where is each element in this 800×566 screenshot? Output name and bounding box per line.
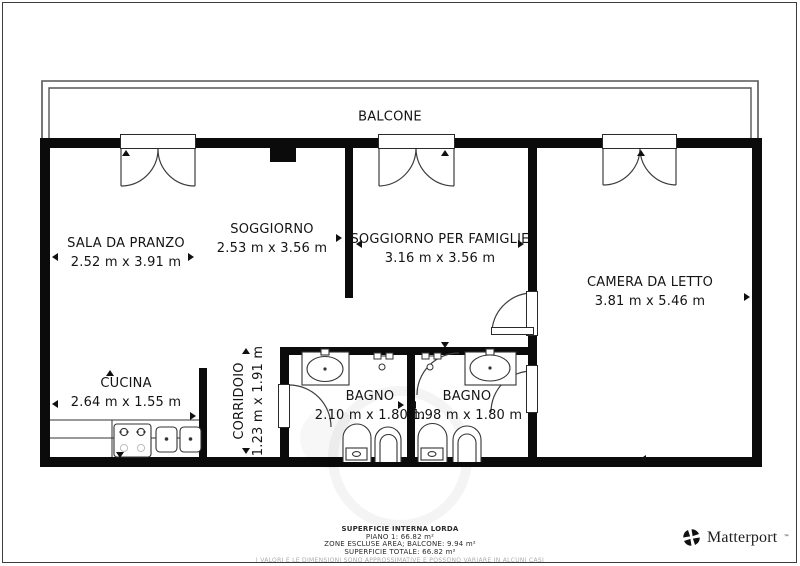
summary-line: PIANO 1: 66.82 m²	[365, 532, 435, 541]
opening-corridor-bagno1	[278, 384, 290, 428]
trademark-symbol: ™	[783, 534, 790, 541]
room-name: SOGGIORNO	[230, 222, 314, 237]
matterport-logo	[682, 528, 789, 547]
matterport-pinwheel-icon	[682, 528, 701, 547]
bagno1-toilet-icon	[343, 424, 371, 462]
dimension-arrow	[122, 150, 130, 156]
bagno1-sink-icon	[302, 349, 349, 385]
summary-line: ZONE ESCLUSE AREA; BALCONE: 9.94 m²	[324, 540, 476, 549]
room-label-camera-da-letto	[587, 273, 713, 311]
dimension-arrow	[190, 412, 196, 420]
dimension-arrow	[744, 293, 750, 301]
room-label-balcone	[358, 108, 422, 127]
room-name: BAGNO	[345, 389, 395, 404]
room-name: BALCONE	[358, 109, 422, 125]
room-name: CUCINA	[100, 376, 152, 391]
room-label-corridoio	[230, 346, 268, 456]
bagno2-shower-tap-icon	[422, 353, 441, 370]
room-name: SALA DA PRANZO	[67, 236, 185, 251]
room-label-cucina	[71, 374, 181, 412]
matterport-wordmark: Matterport	[707, 528, 778, 546]
summary-disclaimer: I VALORI E LE DIMENSIONI SONO APPROSSIMATIVE E POSSONO VARIARE IN ALCUNI CASI	[255, 557, 545, 565]
room-dimensions: 2.52 m x 3.91 m	[70, 255, 182, 270]
dimension-arrow	[336, 234, 342, 242]
area-summary	[0, 526, 800, 565]
dimension-arrow	[640, 455, 646, 463]
bagno2-sink-icon	[465, 349, 516, 385]
room-name: CORRIDOIO	[232, 362, 247, 440]
dimension-arrow	[188, 253, 194, 261]
bagno1-shower-tap-icon	[374, 353, 393, 370]
room-dimensions: 2.64 m x 1.55 m	[70, 395, 182, 410]
dimension-arrow	[116, 452, 124, 458]
room-name: BAGNO	[442, 389, 492, 404]
room-dimensions: 2.10 m x 1.80 m	[314, 408, 426, 423]
opening-camera-bagno2	[526, 365, 538, 413]
opening-balcony-soggiornofamiglie	[378, 134, 455, 149]
kitchen-sink-icon	[156, 427, 201, 452]
room-label-bagno-2	[412, 387, 522, 425]
room-label-soggiorno-per-famiglie	[350, 230, 529, 268]
room-label-sala-da-pranzo	[67, 234, 185, 272]
room-dimensions: 3.81 m x 5.46 m	[594, 294, 706, 309]
bagno2-toilet-icon	[418, 424, 447, 463]
dimension-arrow	[441, 342, 449, 348]
dimension-arrow	[52, 400, 58, 408]
room-label-bagno-1	[315, 387, 425, 425]
dimension-arrow	[52, 253, 58, 261]
room-dimensions: 1.23 m x 1.91 m	[251, 345, 266, 457]
door-leaf-soggiornofamiglie-camera	[491, 327, 534, 335]
dimension-arrow	[441, 150, 449, 156]
opening-balcony-camera	[602, 134, 677, 149]
summary-line: SUPERFICIE TOTALE: 66.82 m²	[344, 547, 456, 556]
room-dimensions: 1.98 m x 1.80 m	[411, 408, 523, 423]
room-dimensions: 3.16 m x 3.56 m	[384, 251, 496, 266]
room-name: CAMERA DA LETTO	[586, 275, 714, 290]
bagno2-bidet-icon	[453, 426, 481, 462]
room-dimensions: 2.53 m x 3.56 m	[216, 241, 328, 256]
bagno1-bidet-icon	[375, 427, 401, 462]
opening-balcony-sala	[120, 134, 196, 149]
dimension-arrow	[637, 150, 645, 156]
room-name: SOGGIORNO PER FAMIGLIE	[350, 232, 530, 247]
summary-line: SUPERFICIE INTERNA LORDA	[341, 525, 459, 533]
french-door-sala	[121, 148, 195, 186]
room-label-soggiorno	[217, 220, 327, 258]
